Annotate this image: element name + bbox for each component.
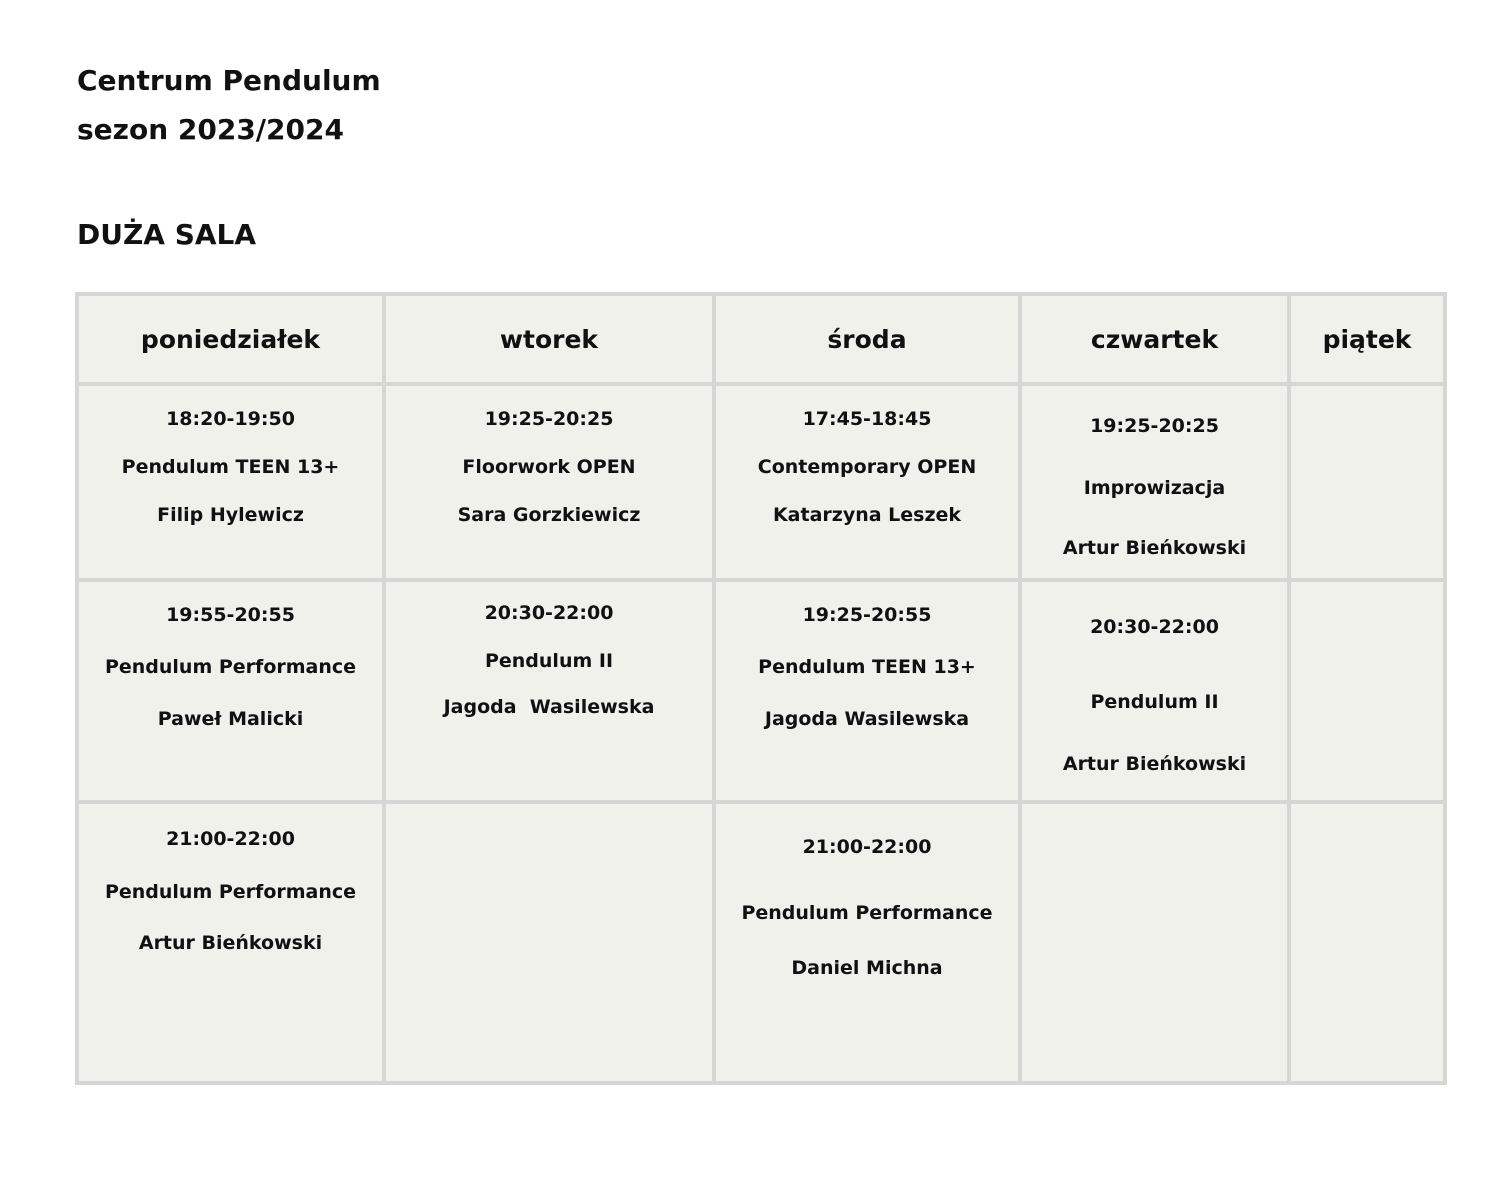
schedule-cell-empty: [384, 802, 714, 1083]
class-teacher: Katarzyna Leszek: [772, 504, 962, 526]
class-time: 19:25-20:25: [1090, 415, 1219, 437]
schedule-cell: [77, 580, 384, 801]
class-name: Pendulum Performance: [741, 901, 993, 924]
class-time: 20:30-22:00: [484, 602, 614, 625]
room-heading: DUŻA SALA: [77, 218, 257, 251]
day-header: piątek: [1289, 294, 1445, 384]
table-row: [77, 384, 1445, 580]
class-teacher: Jagoda Wasilewska: [443, 696, 655, 719]
class-teacher: Paweł Malicki: [157, 708, 304, 731]
class-teacher: Jagoda Wasilewska: [764, 708, 970, 731]
class-name: Pendulum Performance: [104, 656, 357, 679]
day-header: środa: [714, 294, 1020, 384]
table-row: [77, 580, 1445, 801]
schedule-cell: [714, 802, 1020, 1083]
class-time: 19:25-20:55: [802, 604, 932, 627]
class-teacher: Daniel Michna: [791, 956, 943, 979]
class-name: Pendulum TEEN 13+: [758, 656, 976, 679]
table-row: [77, 802, 1445, 1083]
class-name: Contemporary OPEN: [757, 456, 977, 478]
class-name: Pendulum II: [1090, 691, 1219, 714]
schedule-cell: [77, 384, 384, 580]
class-name: Pendulum TEEN 13+: [121, 456, 340, 478]
schedule-cell: [1020, 384, 1289, 580]
table-header-row: [77, 294, 1445, 384]
class-time: 19:55-20:55: [166, 604, 295, 627]
class-time: 19:25-20:25: [484, 408, 614, 430]
class-name: Improwizacja: [1083, 477, 1226, 499]
schedule-cell: [714, 580, 1020, 801]
class-teacher: Artur Bieńkowski: [1062, 753, 1247, 776]
class-teacher: Artur Bieńkowski: [138, 931, 323, 954]
schedule-table: [75, 292, 1447, 1085]
class-teacher: Sara Gorzkiewicz: [457, 504, 641, 526]
class-name: Floorwork OPEN: [462, 456, 636, 478]
schedule-cell: [384, 580, 714, 801]
class-time: 17:45-18:45: [802, 408, 932, 430]
schedule-cell: [1020, 580, 1289, 801]
day-header: wtorek: [384, 294, 714, 384]
season-label: sezon 2023/2024: [77, 113, 344, 146]
class-time: 18:20-19:50: [166, 408, 295, 430]
schedule-cell-empty: [1020, 802, 1289, 1083]
schedule-cell: [384, 384, 714, 580]
class-teacher: Filip Hylewicz: [157, 504, 304, 526]
class-time: 21:00-22:00: [166, 827, 295, 850]
day-header: czwartek: [1020, 294, 1289, 384]
class-time: 21:00-22:00: [802, 835, 932, 858]
schedule-cell-empty: [1289, 384, 1445, 580]
class-name: Pendulum II: [484, 650, 614, 673]
page-title: Centrum Pendulum: [77, 64, 381, 97]
schedule-cell-empty: [1289, 580, 1445, 801]
schedule-cell: [77, 802, 384, 1083]
schedule-cell: [714, 384, 1020, 580]
day-header: poniedziałek: [77, 294, 384, 384]
schedule-cell-empty: [1289, 802, 1445, 1083]
class-teacher: Artur Bieńkowski: [1062, 537, 1247, 559]
page-header: [77, 56, 381, 154]
class-name: Pendulum Performance: [104, 880, 357, 903]
class-time: 20:30-22:00: [1090, 616, 1219, 639]
